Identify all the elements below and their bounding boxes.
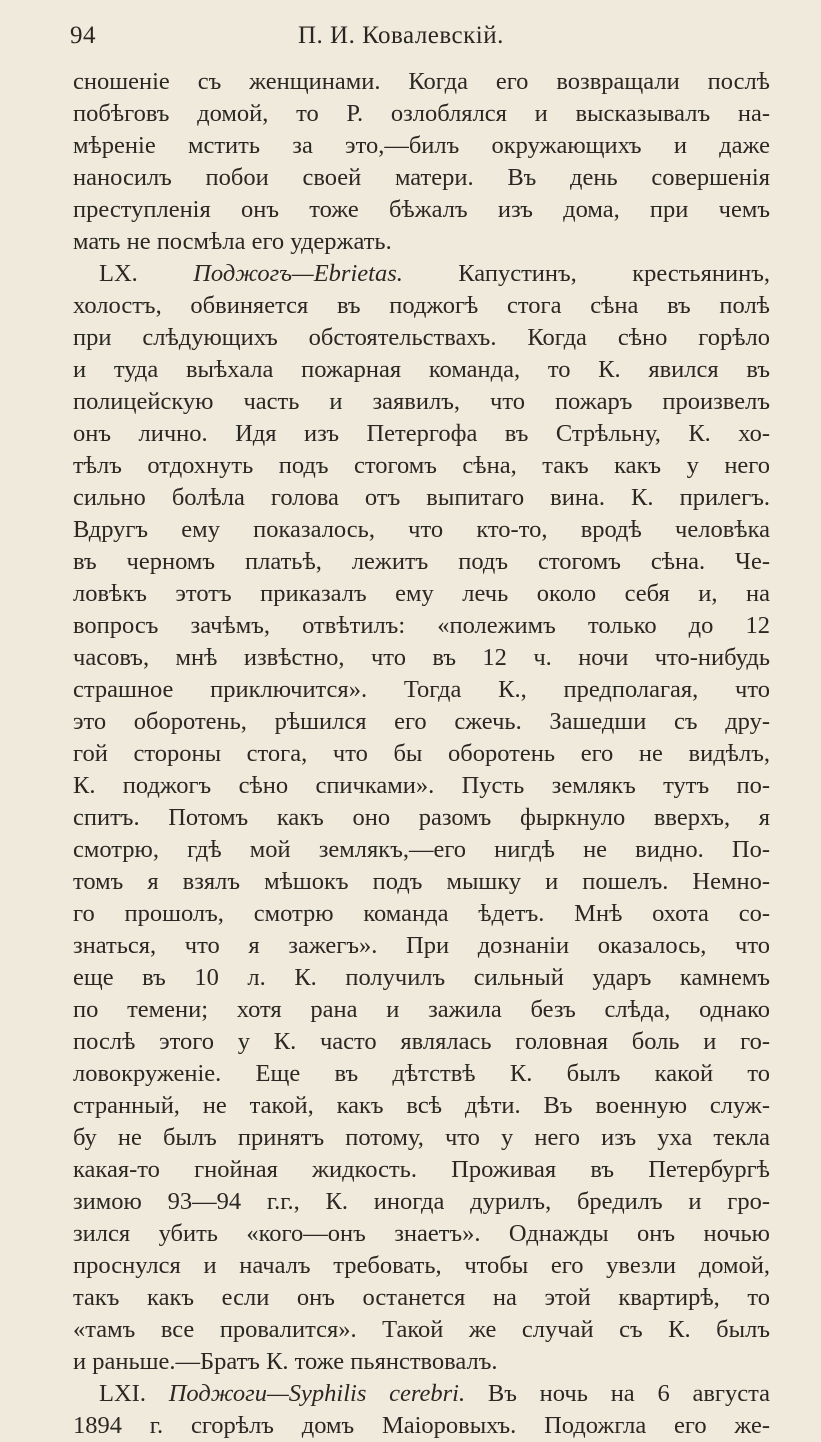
text-line: тѣлъ отдохнуть подъ стогомъ сѣна, такъ какъ у него <box>73 452 770 479</box>
text-line: странный, не такой, какъ всѣ дѣти. Въ военную служ- <box>73 1092 770 1119</box>
text-line: смотрю, гдѣ мой землякъ,—его нигдѣ не видно. По- <box>73 836 770 863</box>
section-title: Поджогъ—Ebrietas. <box>193 260 403 287</box>
text-run: Въ ночь на 6 августа <box>465 1380 770 1407</box>
running-title: П. И. Ковалевскій. <box>298 22 504 49</box>
text-line: преступленія онъ тоже бѣжалъ изъ дома, при чемъ <box>73 196 770 223</box>
text-line: зимою 93—94 г.г., К. иногда дурилъ, бредилъ и гро- <box>73 1188 770 1215</box>
text-line: проснулся и началъ требовать, чтобы его увезли домой, <box>73 1252 770 1279</box>
running-head <box>70 22 770 56</box>
text-line: ловѣкъ этотъ приказалъ ему лечь около себя и, на <box>73 580 770 607</box>
text-line: знаться, что я зажегъ». При дознаніи оказалось, что <box>73 932 770 959</box>
text-line: томъ я взялъ мѣшокъ подъ мышку и пошелъ. Немно- <box>73 868 770 895</box>
section-title: Поджоги—Syphilis cerebri. <box>168 1380 466 1407</box>
text-line: 1894 г. сгорѣлъ домъ Маіоровыхъ. Подожгла его же- <box>73 1412 770 1439</box>
text-line: и раньше.—Братъ К. тоже пьянствовалъ. <box>73 1348 498 1375</box>
text-line: гой стороны стога, что бы оборотень его не видѣлъ, <box>73 740 770 767</box>
text-line: «тамъ все провалится». Такой же случай съ К. былъ <box>73 1316 770 1343</box>
text-line: еще въ 10 л. К. получилъ сильный ударъ камнемъ <box>73 964 770 991</box>
text-line: вопросъ зачѣмъ, отвѣтилъ: «полежимъ только до 12 <box>73 612 770 639</box>
text-line: часовъ, мнѣ извѣстно, что въ 12 ч. ночи что-нибудь <box>73 644 770 671</box>
text-line: ловокруженіе. Еще въ дѣтствѣ К. былъ какой то <box>73 1060 770 1087</box>
text-line: бу не былъ принятъ потому, что у него изъ уха текла <box>73 1124 770 1151</box>
text-line: и туда выѣхала пожарная команда, то К. явился въ <box>73 356 770 383</box>
text-line: го прошолъ, смотрю команда ѣдетъ. Мнѣ охота со- <box>73 900 770 927</box>
text-line: полицейскую часть и заявилъ, что пожаръ произвелъ <box>73 388 770 415</box>
text-line: по темени; хотя рана и зажила безъ слѣда, однако <box>73 996 770 1023</box>
text-line: такъ какъ если онъ останется на этой квартирѣ, то <box>73 1284 770 1311</box>
section-heading-line-lxi <box>73 1378 770 1410</box>
text-line: спитъ. Потомъ какъ оно разомъ фыркнуло вверхъ, я <box>73 804 770 831</box>
text-line: холостъ, обвиняется въ поджогѣ стога сѣна въ полѣ <box>73 292 770 319</box>
text-line: наносилъ побои своей матери. Въ день совершенія <box>73 164 770 191</box>
text-line: зился убить «кого—онъ знаетъ». Однажды онъ ночью <box>73 1220 770 1247</box>
text-line: какая-то гнойная жидкость. Проживая въ Петербургѣ <box>73 1156 770 1183</box>
text-line: это оборотень, рѣшился его сжечь. Зашедши съ дру- <box>73 708 770 735</box>
section-number: LXI. <box>99 1380 169 1407</box>
text-line: Вдругъ ему показалось, что кто-то, вродѣ человѣка <box>73 516 770 543</box>
text-line: сильно болѣла голова отъ выпитаго вина. К. прилегъ. <box>73 484 770 511</box>
section-number: LX. <box>99 260 194 287</box>
text-line: мѣреніе мстить за это,—билъ окружающихъ и даже <box>73 132 770 159</box>
text-line: К. поджогъ сѣно спичками». Пусть землякъ тутъ по- <box>73 772 770 799</box>
section-heading-line-lx <box>73 258 770 290</box>
text-line: побѣговъ домой, то Р. озлоблялся и высказывалъ на- <box>73 100 770 127</box>
text-line: страшное приключится». Тогда К., предполагая, что <box>73 676 770 703</box>
text-run: Капустинъ, крестьянинъ, <box>402 260 770 287</box>
text-line: онъ лично. Идя изъ Петергофа въ Стрѣльну, К. хо- <box>73 420 770 447</box>
text-line: послѣ этого у К. часто являлась головная боль и го- <box>73 1028 770 1055</box>
text-line: при слѣдующихъ обстоятельствахъ. Когда сѣно горѣло <box>73 324 770 351</box>
text-line: въ черномъ платьѣ, лежитъ подъ стогомъ сѣна. Че- <box>73 548 770 575</box>
text-line: мать не посмѣла его удержать. <box>73 228 392 255</box>
text-line: сношеніе съ женщинами. Когда его возвращали послѣ <box>73 68 770 95</box>
body-text <box>73 66 770 1442</box>
page-number: 94 <box>70 22 96 49</box>
